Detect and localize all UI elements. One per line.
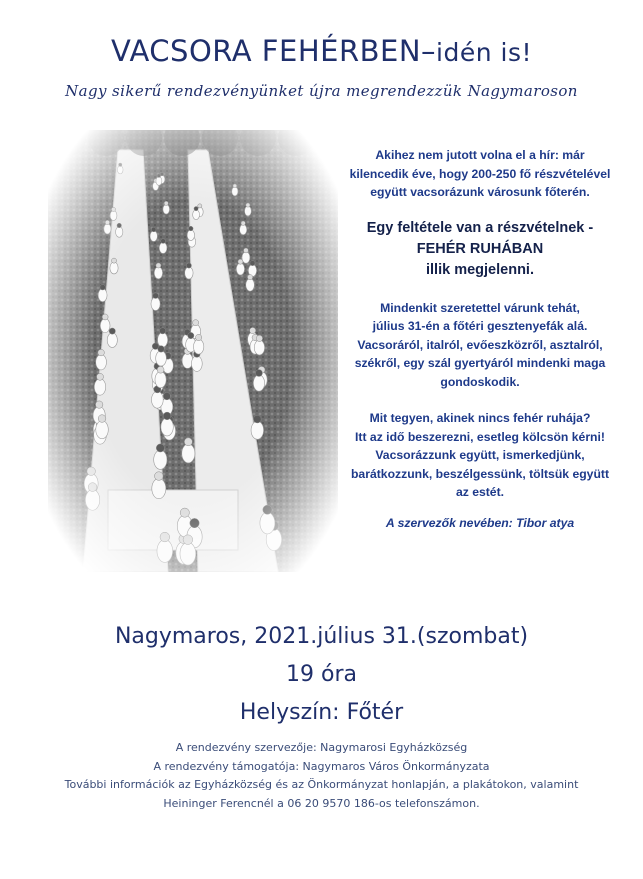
dinner-in-white-photo — [48, 130, 338, 572]
title-dash: – — [421, 34, 437, 68]
question-line-2: Itt az idő beszerezni, esetleg kölcsön kérni! — [355, 429, 605, 444]
main-text — [346, 146, 614, 532]
footer-supporter: A rendezvény támogatója: Nagymaros Város Önkormányzata — [153, 759, 490, 773]
question-paragraph — [346, 409, 614, 502]
poster-subtitle: Nagy sikerű rendezvényünket újra megrendezzük Nagymaroson — [65, 82, 578, 100]
invite-line-4: székről, egy szál gyertyáról mindenki maga — [354, 356, 606, 370]
question-line-5: az estét. — [455, 485, 505, 499]
invite-line-1: Mindenkit szeretettel várunk tehát, — [380, 300, 580, 315]
intro-line-1: Akihez nem jutott volna el a hír: már — [375, 148, 585, 162]
question-line-3: Vacsorázzunk együtt, ismerkedjünk, — [375, 448, 585, 462]
footer-organizer: A rendezvény szervezője: Nagymarosi Egyházközség — [175, 741, 468, 754]
poster-title — [0, 34, 643, 68]
intro-line-3: együtt vacsorázunk városunk főterén. — [370, 185, 590, 199]
intro-line-2: kilencedik éve, hogy 200-250 fő részvételével — [349, 166, 611, 181]
signature: A szervezők nevében: Tibor atya — [385, 515, 575, 530]
event-place: Helyszín: Főtér — [239, 700, 404, 725]
event-details — [0, 618, 643, 732]
intro-paragraph — [346, 146, 614, 202]
invite-line-5: gondoskodik. — [440, 374, 520, 389]
condition-line-3: illik megjelenni. — [426, 261, 534, 278]
question-line-1: Mit tegyen, akinek nincs fehér ruhája? — [369, 411, 591, 425]
footer-info — [0, 739, 643, 813]
invite-line-2: július 31-én a főtéri gesztenyefák alá. — [372, 319, 588, 333]
event-date: Nagymaros, 2021.július 31.(szombat) — [114, 624, 529, 649]
footer-info-line: További információk az Egyházközség és az Önkormányzat honlapján, a plakátokon, valamint — [64, 778, 579, 791]
condition-paragraph — [346, 218, 614, 281]
invite-line-3: Vacsoráról, italról, evőeszközről, asztalról, — [357, 337, 603, 352]
condition-line-2: FEHÉR RUHÁBAN — [416, 240, 544, 257]
title-sub: idén is! — [436, 38, 532, 67]
condition-line-1: Egy feltétele van a részvételnek - — [366, 219, 594, 236]
question-line-4: barátkozzunk, beszélgessünk, töltsük együtt — [350, 466, 610, 481]
photo-illustration — [48, 130, 338, 572]
event-time: 19 óra — [286, 662, 357, 687]
footer-contact: Heininger Ferencnél a 06 20 9570 186-os telefonszámon. — [163, 796, 480, 810]
invite-paragraph — [346, 299, 614, 392]
title-main: VACSORA FEHÉRBEN — [110, 34, 422, 68]
